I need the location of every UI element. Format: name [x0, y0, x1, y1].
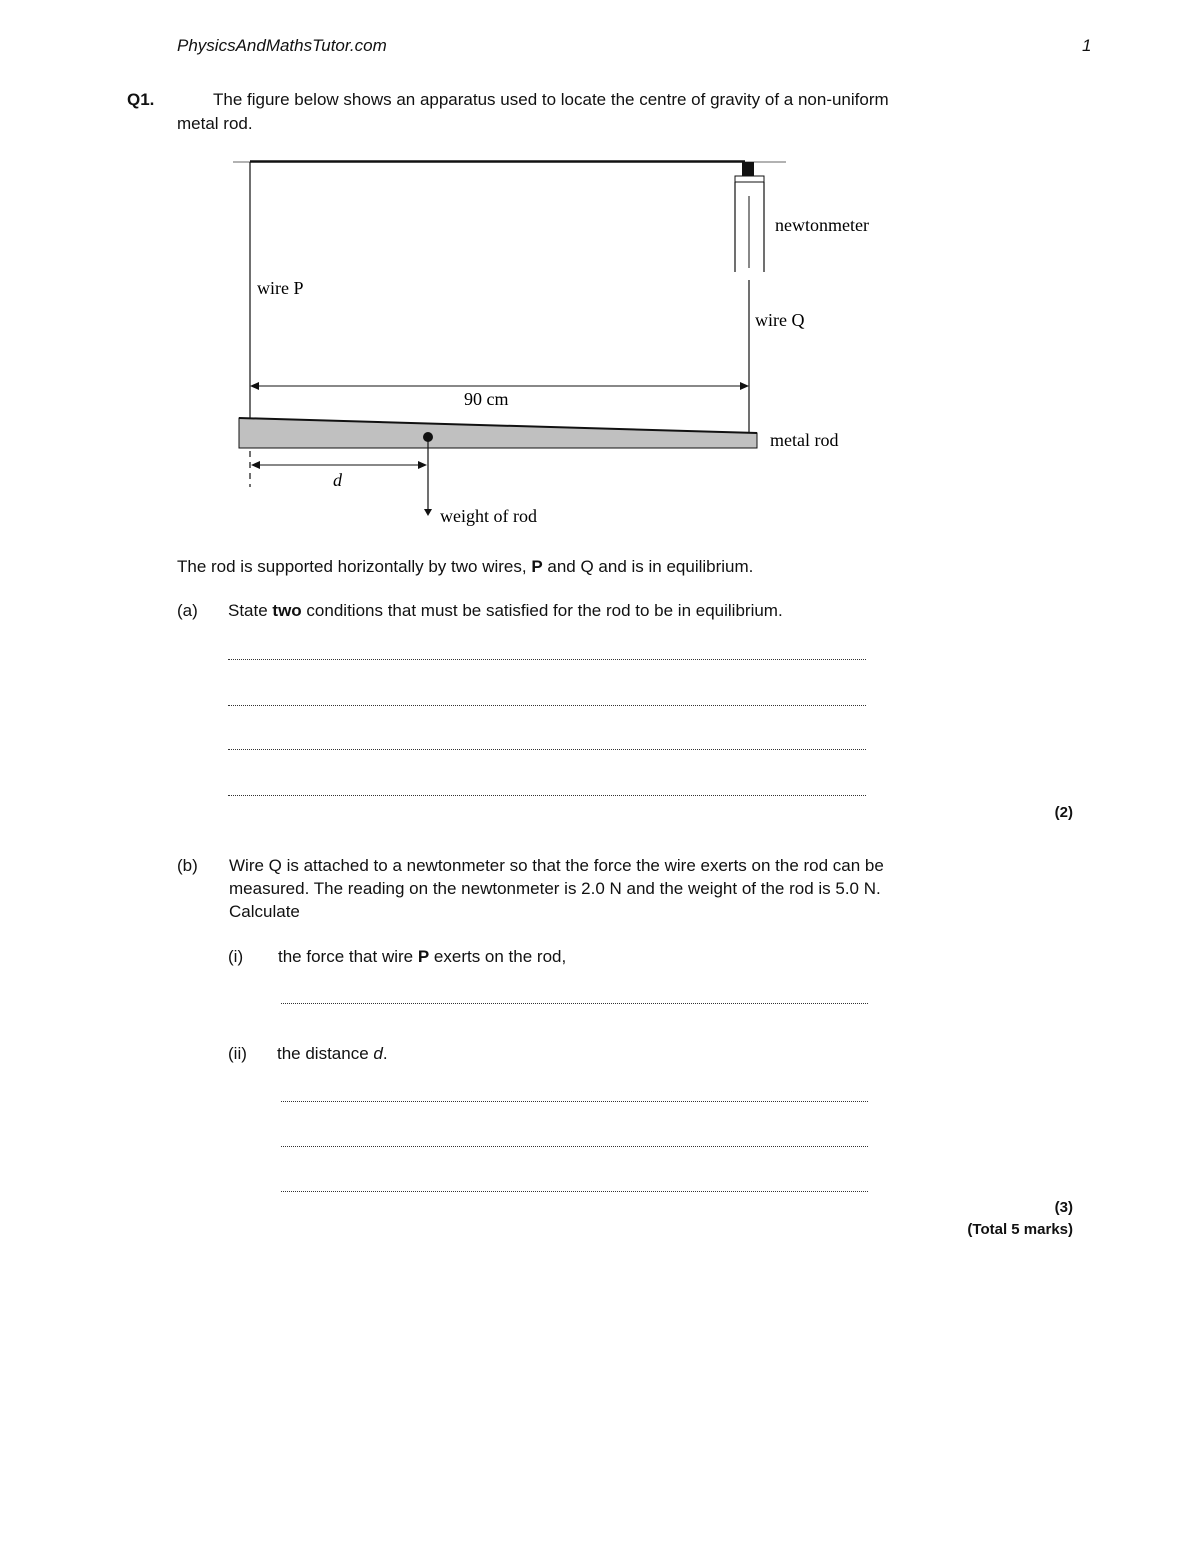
newtonmeter-hook	[742, 162, 754, 176]
part-b-line-3: Calculate	[229, 902, 300, 921]
total-marks: (Total 5 marks)	[967, 1221, 1073, 1238]
d-arrow-left	[251, 461, 260, 469]
part-b-label: (b)	[177, 856, 198, 875]
label-weight: weight of rod	[440, 506, 537, 526]
part-a-marks: (2)	[1054, 804, 1073, 821]
label-wire-p: wire P	[257, 278, 304, 298]
answer-line-b-ii-1[interactable]	[281, 1101, 868, 1102]
label-newtonmeter: newtonmeter	[775, 215, 869, 235]
part-b-ii-pre: the distance	[277, 1044, 374, 1063]
support-part-2: and Q and is in equilibrium.	[542, 557, 754, 576]
part-b-i-label: (i)	[228, 947, 244, 966]
part-a-pre: State	[228, 601, 273, 620]
answer-line-b-i[interactable]	[281, 1003, 868, 1004]
intro-line-1: The figure below shows an apparatus used to locate the centre of gravity of a non-uniform	[213, 90, 889, 109]
part-b-line-2: measured. The reading on the newtonmeter is 2.0 N and the weight of the rod is 5.0 N.	[229, 879, 881, 898]
header-site: PhysicsAndMathsTutor.com	[177, 36, 387, 55]
support-part-1: The rod is supported horizontally by two wires,	[177, 557, 532, 576]
label-wire-q: wire Q	[755, 310, 805, 330]
part-b-i-post: exerts on the rod,	[429, 947, 567, 966]
part-b-ii-post: .	[382, 1044, 388, 1063]
part-a-post: conditions that must be satisfied for the rod to be in equilibrium.	[301, 601, 783, 620]
support-wire-p: P	[531, 557, 543, 576]
part-a-text	[228, 599, 783, 622]
newtonmeter-cap	[735, 176, 764, 182]
apparatus-figure	[0, 0, 1200, 540]
label-span: 90 cm	[464, 389, 509, 409]
span-arrow-left	[250, 382, 259, 390]
d-arrow-right	[418, 461, 427, 469]
label-d: d	[333, 470, 342, 490]
part-b-ii-text	[277, 1042, 388, 1065]
answer-line-a-4[interactable]	[228, 795, 866, 796]
part-b-i-text	[278, 945, 566, 968]
answer-line-a-3[interactable]	[228, 749, 866, 750]
support-sentence	[177, 555, 753, 578]
part-a-bold: two	[272, 601, 302, 620]
weight-arrow-head	[424, 509, 432, 516]
answer-line-a-1[interactable]	[228, 659, 866, 660]
part-a-label: (a)	[177, 601, 198, 620]
part-b-i-pre: the force that wire	[278, 947, 418, 966]
answer-line-b-ii-3[interactable]	[281, 1191, 868, 1192]
answer-line-a-2[interactable]	[228, 705, 866, 706]
part-b-ii-ital: d	[373, 1044, 383, 1063]
intro-line-2: metal rod.	[177, 114, 253, 133]
part-b-line-1: Wire Q is attached to a newtonmeter so that the force the wire exerts on the rod can be	[229, 856, 884, 875]
label-metal-rod: metal rod	[770, 430, 839, 450]
span-arrow-right	[740, 382, 749, 390]
part-b-ii-label: (ii)	[228, 1044, 247, 1063]
page-number: 1	[1082, 36, 1092, 55]
metal-rod-shape	[239, 418, 757, 448]
part-b-i-bold: P	[417, 947, 430, 966]
part-b-marks: (3)	[1054, 1199, 1073, 1216]
question-number: Q1.	[127, 90, 155, 109]
answer-line-b-ii-2[interactable]	[281, 1146, 868, 1147]
